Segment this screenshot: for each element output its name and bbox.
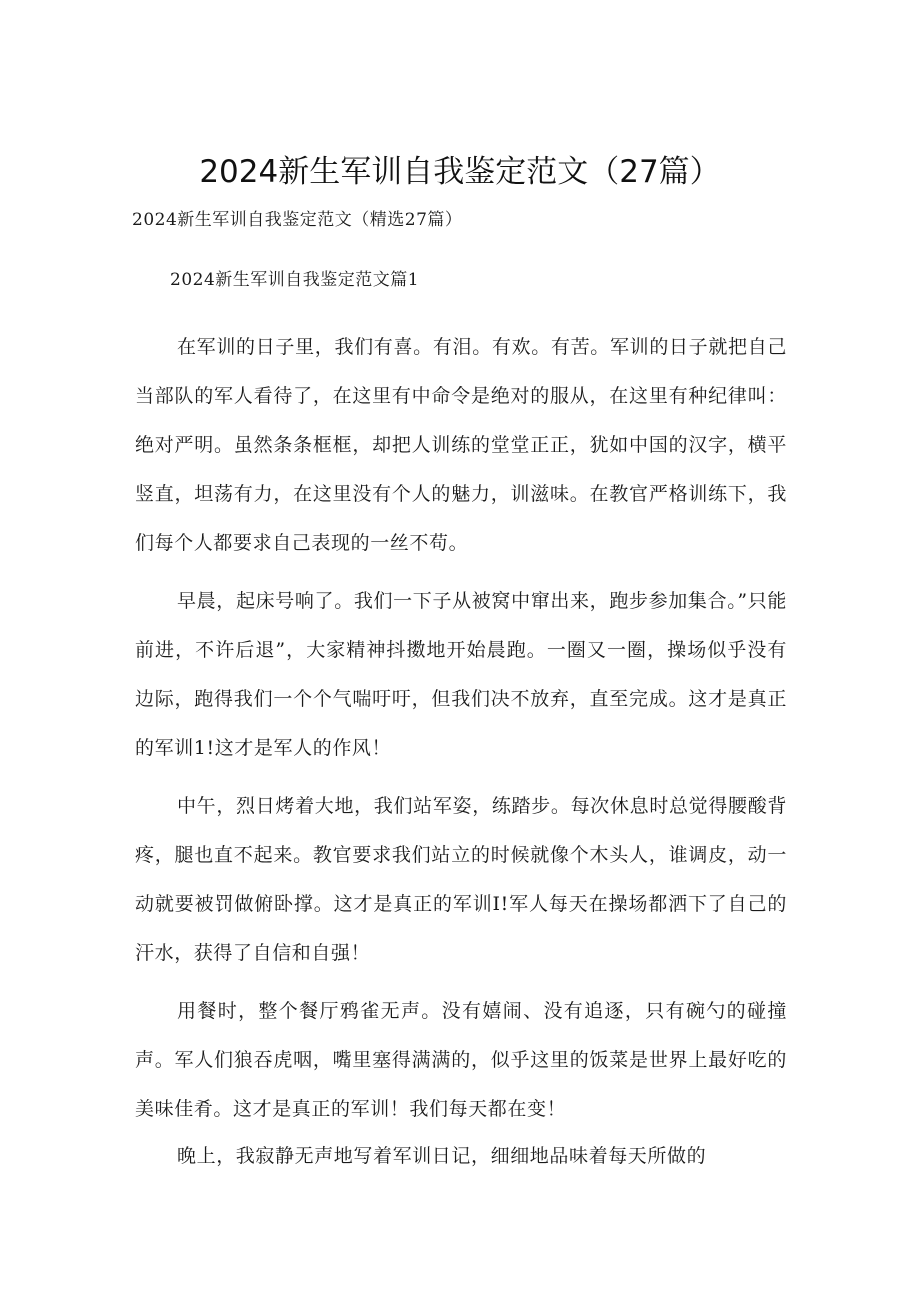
paragraph: 用餐时，整个餐厅鸦雀无声。没有嬉闹、没有追逐，只有碗勺的碰撞声。军人们狼吞虎咽，嘴里塞得满满的，似乎这里的饭菜是世界上最好吃的美味佳肴。这才是真正的军训！我们每天都在变！	[135, 1000, 787, 1120]
section-heading: 2024新生军训自我鉴定范文篇1	[170, 270, 420, 290]
paragraph: 早晨，起床号响了。我们一下子从被窝中窜出来，跑步参加集合。”只能前进，不许后退”，大家精神抖擞地开始晨跑。一圈又一圈，操场似乎没有边际，跑得我们一个个气喘吁吁，但我们决不放弃，直至完成。这才是真正的军训1!这才是军人的作风！	[135, 590, 787, 759]
document-subtitle: 2024新生军训自我鉴定范文（精选27篇）	[132, 210, 463, 230]
paragraph: 晚上，我寂静无声地写着军训日记，细细地品味着每天所做的	[177, 1145, 707, 1167]
paragraph: 中午，烈日烤着大地，我们站军姿，练踏步。每次休息时总觉得腰酸背疼，腿也直不起来。教官要求我们站立的时候就像个木头人，谁调皮，动一动就要被罚做俯卧撑。这才是真正的军训I!军人每天在操场都洒下了自己的汗水，获得了自信和自强！	[135, 795, 787, 964]
document-title: 2024新生军训自我鉴定范文（27篇）	[199, 154, 721, 190]
paragraph: 在军训的日子里，我们有喜。有泪。有欢。有苦。军训的日子就把自己当部队的军人看待了，在这里有中命令是绝对的服从，在这里有种纪律叫：绝对严明。虽然条条框框，却把人训练的堂堂正正，犹如中国的汉字，横平竖直，坦荡有力，在这里没有个人的魅力，训滋味。在教官严格训练下，我们每个人都要求自己表现的一丝不苟。	[135, 336, 787, 554]
